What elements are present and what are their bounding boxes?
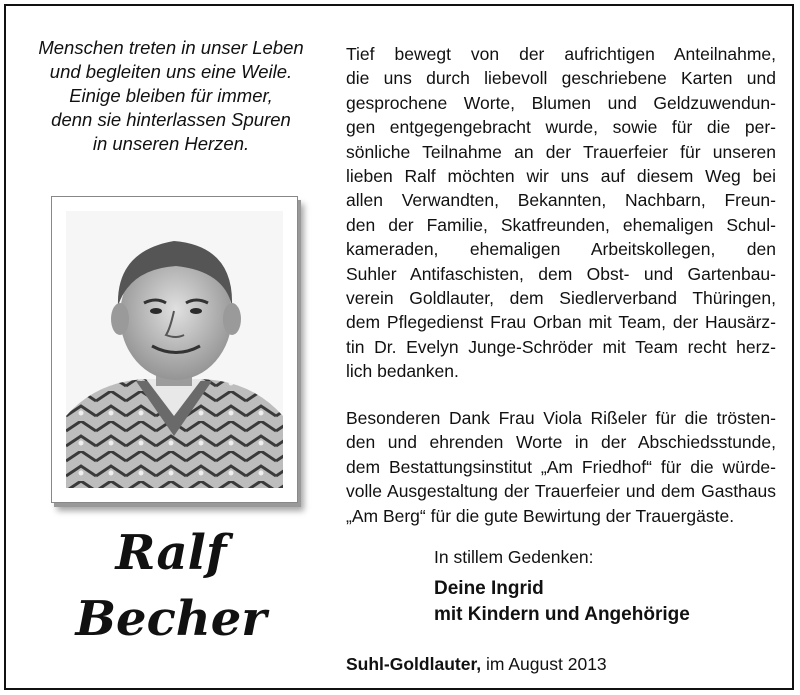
text-line: Besonderen Dank Frau Viola Rißeler für die trösten- xyxy=(346,408,776,428)
poem-line: Einige bleiben für immer, xyxy=(69,85,273,106)
deceased-first-name: Ralf xyxy=(115,525,227,581)
signers xyxy=(434,576,690,628)
text-line: gen entgegengebracht wurde, sowie für die per- xyxy=(346,117,776,138)
memory-line: In stillem Gedenken: xyxy=(434,547,594,567)
special-thanks-paragraph xyxy=(346,406,776,528)
portrait-frame xyxy=(51,196,298,503)
text-line: volle Ausgestaltung der Trauerfeier und dem Gasthaus xyxy=(346,481,776,502)
poem xyxy=(26,36,316,156)
text-line: den und ehrenden Worte in der Abschiedsstunde, xyxy=(346,432,776,453)
text-line: Tief bewegt von der aufrichtigen Anteilnahme, xyxy=(346,44,776,64)
place-date xyxy=(346,654,607,675)
place: Suhl-Goldlauter, xyxy=(346,654,482,674)
text-line: „Am Berg“ für die gute Bewirtung der Trauergäste. xyxy=(346,505,735,526)
obituary-card xyxy=(4,4,794,690)
text-line: lieben Ralf möchten wir uns auf diesem Weg bei xyxy=(346,166,776,187)
text-line: verein Goldlauter, dem Siedlerverband Thüringen, xyxy=(346,288,776,309)
poem-line: in unseren Herzen. xyxy=(92,133,250,154)
poem-line: und begleiten uns eine Weile. xyxy=(49,61,293,82)
text-line: gesprochene Worte, Blumen und Geldzuwendun- xyxy=(346,92,776,113)
text-line: die uns durch liebevoll geschriebene Karten und xyxy=(346,68,776,89)
signer-line: Deine Ingrid xyxy=(434,578,544,599)
text-line: dem Bestattungsinstitut „Am Friedhof“ für die würde- xyxy=(346,456,776,477)
poem-line: Menschen treten in unser Leben xyxy=(38,37,304,58)
text-line: kameraden, ehemaligen Arbeitskollegen, den xyxy=(346,239,776,260)
date: im August 2013 xyxy=(481,654,607,674)
deceased-last-name: Becher xyxy=(75,591,267,647)
text-line: Suhler Antifaschisten, dem Obst- und Gartenbau- xyxy=(346,263,776,284)
text-line: den der Familie, Skatfreunden, ehemaligen Schul- xyxy=(346,214,776,235)
text-line: lich bedanken. xyxy=(346,361,459,382)
text-line: sönliche Teilnahme an der Trauerfeier für unseren xyxy=(346,141,776,162)
acknowledgement-paragraph xyxy=(346,42,776,384)
portrait-photo xyxy=(66,211,283,488)
text-line: dem Pflegedienst Frau Orban mit Team, der Hausärz- xyxy=(346,312,776,333)
text-line: allen Verwandten, Bekannten, Nachbarn, Freun- xyxy=(346,190,776,211)
poem-line: denn sie hinterlassen Spuren xyxy=(51,109,291,130)
signer-line: mit Kindern und Angehörige xyxy=(434,604,690,625)
text-line: tin Dr. Evelyn Junge-Schröder mit Team recht herz- xyxy=(346,336,776,357)
